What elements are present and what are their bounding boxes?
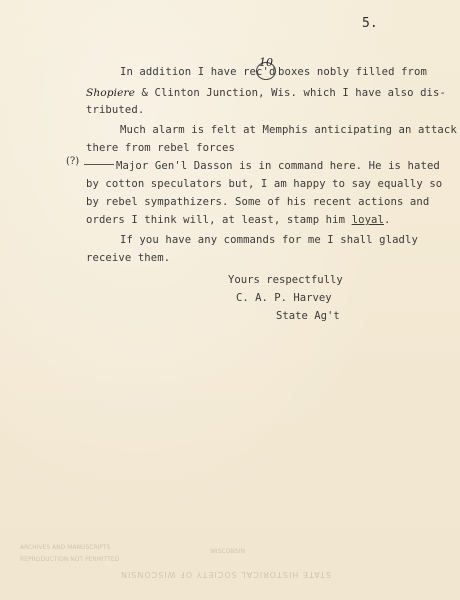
text-line-10: If you have any commands for me I shall gladly xyxy=(120,234,418,246)
text-segment: In addition I have rec'd xyxy=(120,66,276,78)
text-line-5: there from rebel forces xyxy=(86,142,235,154)
text-line-1 xyxy=(120,66,275,78)
text-line-3: tributed. xyxy=(86,104,145,116)
watermark-line-2: STATE HISTORICAL SOCIETY OF WISCONSIN xyxy=(120,570,332,579)
watermark-small-1: ARCHIVES AND MANUSCRIPTS xyxy=(20,544,111,551)
signer-title: State Ag't xyxy=(276,310,340,322)
text-segment: orders I think will, at least, stamp him xyxy=(86,214,346,226)
text-line-4: Much alarm is felt at Memphis anticipating an attack xyxy=(120,124,457,136)
watermark-line-1: WISCONSIN xyxy=(210,548,245,555)
text-line-2 xyxy=(86,87,446,99)
signer-name: C. A. P. Harvey xyxy=(236,292,332,304)
text-segment: & Clinton Junction, Wis. which I have also dis- xyxy=(141,87,446,99)
text-line-8: by rebel sympathizers. Some of his recent actions and xyxy=(86,196,430,208)
text-line-6: Major Gen'l Dasson is in command here. He is hated xyxy=(116,160,440,172)
underlined-word: loyal xyxy=(351,214,384,226)
handwritten-margin-note: (?) xyxy=(66,156,80,167)
text-segment: boxes nobly filled from xyxy=(278,66,427,78)
handwritten-number: 10 xyxy=(259,56,273,69)
page-number: 5. xyxy=(362,16,378,31)
closing-salutation: Yours respectfully xyxy=(228,274,343,286)
text-line-1b xyxy=(278,66,427,78)
text-line-11: receive them. xyxy=(86,252,171,264)
handwritten-place-name: Shopiere xyxy=(86,87,136,99)
text-line-9: orders I think will, at least, stamp him loyal. xyxy=(86,214,391,226)
handwritten-dash xyxy=(84,164,114,165)
watermark-small-2: REPRODUCTION NOT PERMITTED xyxy=(20,556,120,563)
text-line-7: by cotton speculators but, I am happy to say equally so xyxy=(86,178,443,190)
